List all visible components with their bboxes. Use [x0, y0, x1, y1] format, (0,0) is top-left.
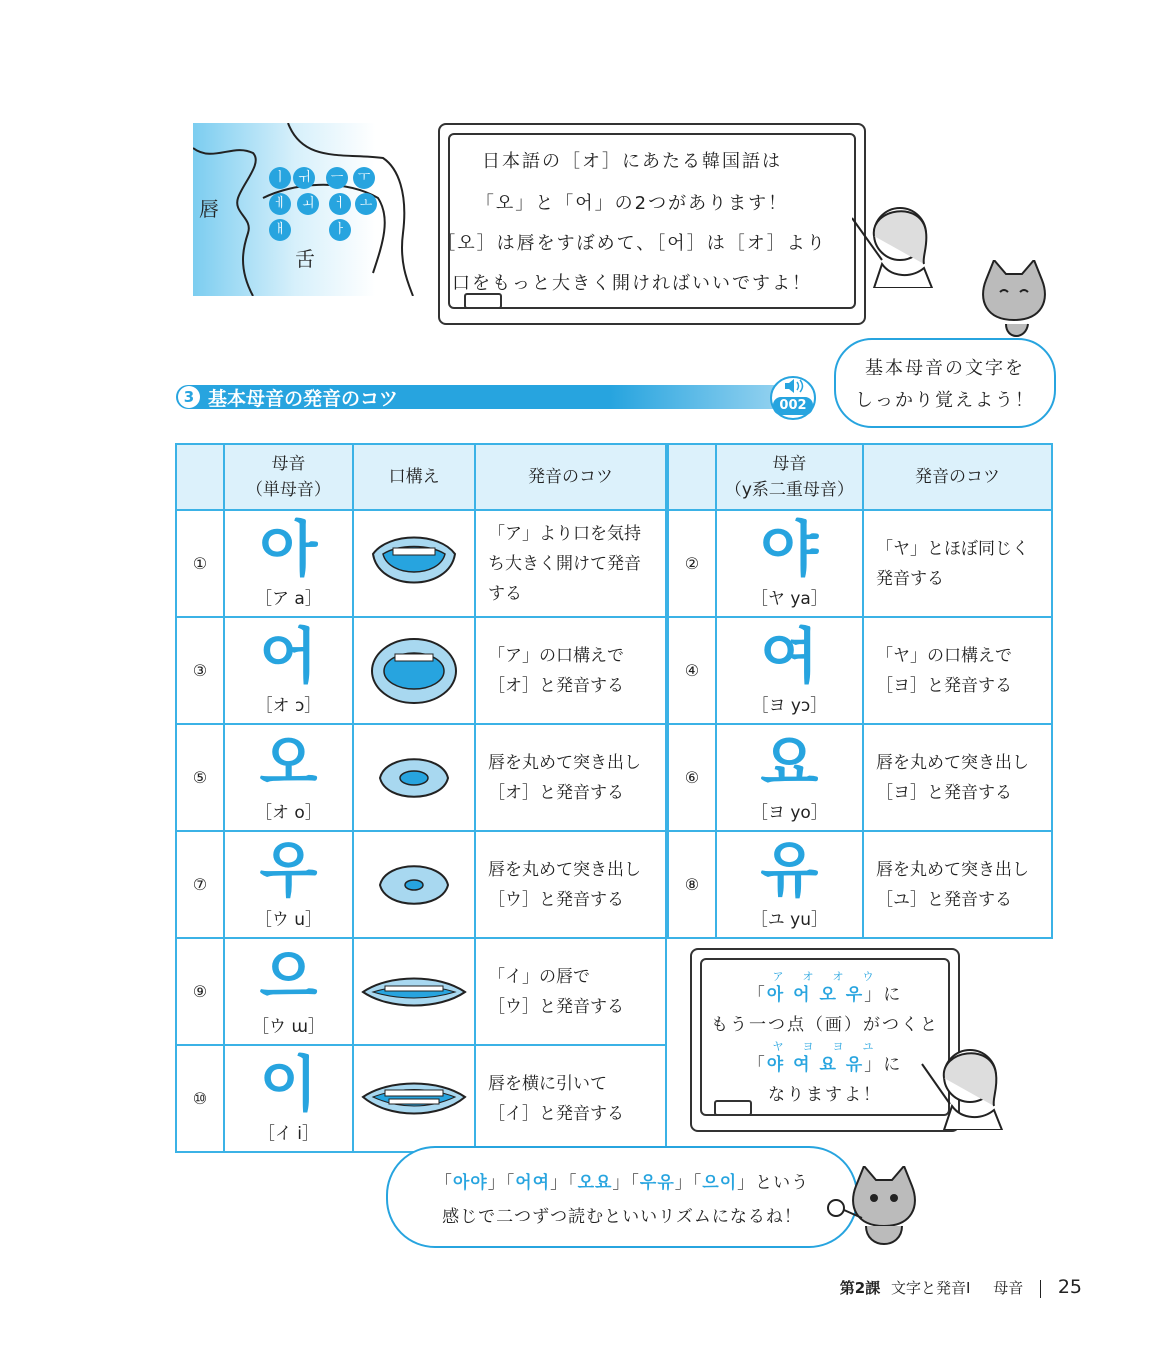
tip-cell	[475, 938, 666, 1045]
section-number: 3	[178, 386, 200, 408]
vowel-cell	[224, 617, 353, 724]
tip-line-2: ち大きく開けて発音	[488, 553, 642, 574]
mouth-diagram	[193, 123, 421, 296]
table-row	[668, 831, 1052, 938]
row-number: ⑧	[668, 831, 716, 938]
hangul-vowel: 요	[760, 729, 819, 799]
tip-line-1: 唇を横に引いて	[488, 1073, 608, 1094]
header-vowel	[224, 444, 353, 510]
tip-cell	[863, 831, 1052, 938]
table-row	[176, 831, 666, 938]
tip-line-2: ［オ］と発音する	[488, 782, 625, 803]
table-row	[668, 510, 1052, 617]
tongue-label: 舌	[295, 247, 315, 271]
cat-speech-bubble-bottom	[386, 1146, 858, 1248]
tip-line-1: 唇を丸めて突き出し	[488, 859, 642, 880]
mouth-cell	[353, 938, 475, 1045]
tip-cell	[475, 617, 666, 724]
pair-a-ya: 아야	[452, 1173, 488, 1193]
audio-track-badge[interactable]	[769, 375, 817, 421]
mouth-cell	[353, 831, 475, 938]
lips-pursed-icon	[376, 858, 452, 912]
header-mouth-shape: 口構え	[353, 444, 475, 510]
row-number: ⑩	[176, 1045, 224, 1152]
vowel-cell	[716, 510, 863, 617]
table-row	[176, 724, 666, 831]
vowel-table-left	[175, 443, 667, 1153]
cat-illustration	[976, 260, 1052, 340]
chip-e: ㅔ	[269, 193, 291, 215]
header-blank	[668, 444, 716, 510]
page-footer	[840, 1276, 1082, 1298]
board-bottom-line-1	[692, 980, 958, 1005]
bottom-bubble-line-2: 感じで二つずつ読むといいリズムになるね！	[442, 1207, 802, 1227]
lips-flat-icon	[359, 972, 469, 1012]
vowel-reading: ［ア a］	[255, 589, 322, 609]
table-header-row	[176, 444, 666, 510]
teacher-illustration-bottom	[920, 1040, 1006, 1130]
tip-line-1: 「ア」より口を気持	[488, 523, 642, 544]
quote-open: 「	[747, 1055, 767, 1075]
top-chalkboard	[438, 123, 866, 325]
tip-line-1: 「ヤ」の口構えで	[876, 645, 1012, 666]
row-number: ⑥	[668, 724, 716, 831]
tip-line-2: ［ウ］と発音する	[488, 889, 625, 910]
hangul-vowel: 이	[259, 1050, 318, 1120]
vowel-cell	[224, 1045, 353, 1152]
vowel-reading: ［ヤ ya］	[750, 589, 828, 609]
table-row	[668, 617, 1052, 724]
quote-open: 「	[747, 985, 767, 1005]
pair-eu-i: 으이	[702, 1173, 738, 1193]
vowel-table-right	[667, 443, 1053, 939]
vowel-reading: ［ヨ yo］	[750, 803, 828, 823]
cat-speech-bubble-top	[834, 338, 1056, 428]
lips-smile-icon	[359, 1077, 469, 1121]
vowel-reading: ［オ ɔ］	[255, 696, 322, 716]
row-number: ①	[176, 510, 224, 617]
tip-cell	[863, 510, 1052, 617]
footer-chapter: 文字と発音Ⅰ	[891, 1279, 971, 1297]
tip-line-2: ［ウ］と発音する	[488, 996, 625, 1017]
tip-line-1: 「ア」の口構えで	[488, 645, 625, 666]
board-bottom-line-3	[692, 1050, 958, 1075]
chip-a: ㅏ	[329, 219, 351, 241]
table-header-row	[668, 444, 1052, 510]
board-line-2: 「오」と「어」の2つがあります！	[475, 193, 789, 214]
vowel-cell	[224, 724, 353, 831]
lips-big-oval-icon	[369, 636, 459, 706]
row-number: ④	[668, 617, 716, 724]
vowel-cell	[716, 724, 863, 831]
quote-close: 」に	[864, 1055, 903, 1075]
chip-eo: ㅓ	[329, 193, 351, 215]
cat-illustration-bottom	[826, 1166, 926, 1252]
chip-wi: ㅟ	[293, 167, 315, 189]
tip-line-1: 唇を丸めて突き出し	[488, 752, 642, 773]
hangul-vowel: 으	[259, 943, 318, 1013]
tip-line-1: 唇を丸めて突き出し	[876, 752, 1029, 773]
tip-line-1: 「イ」の唇で	[488, 966, 591, 987]
header-tip: 発音のコツ	[863, 444, 1052, 510]
board-line-4: 口をもっと大きく開ければいいですよ！	[452, 273, 812, 294]
header-vowel-y	[716, 444, 863, 510]
board-bottom-line-4: なりますよ！	[768, 1085, 882, 1105]
table-row	[176, 1045, 666, 1152]
tip-cell	[475, 831, 666, 938]
highlight-y-vowels: 야 여 요 유	[766, 1055, 865, 1075]
header-blank	[176, 444, 224, 510]
quote-close: 」に	[864, 985, 903, 1005]
vowel-cell	[224, 938, 353, 1045]
vowel-reading: ［ウ u］	[254, 910, 323, 930]
hangul-vowel: 아	[259, 515, 318, 585]
vowel-reading: ［ウ ɯ］	[251, 1017, 325, 1037]
row-number: ②	[668, 510, 716, 617]
tip-cell	[475, 1045, 666, 1152]
vowel-cell	[716, 831, 863, 938]
cat-bubble-line-1: 基本母音の文字を	[865, 358, 1025, 379]
footer-lesson: 第2課	[839, 1279, 881, 1297]
vowel-cell	[716, 617, 863, 724]
footer-topic: 母音	[993, 1279, 1024, 1297]
tip-line-1: 唇を丸めて突き出し	[876, 859, 1029, 880]
lips-wide-open-icon	[369, 534, 459, 594]
tip-line-3: する	[488, 583, 523, 604]
ruby-line-1: ア オ オ ウ	[772, 970, 878, 983]
hangul-vowel: 어	[259, 622, 318, 692]
pair-u-yu: 우유	[639, 1173, 675, 1193]
tip-line-2: ［オ］と発音する	[488, 675, 625, 696]
pair-o-yo: 오요	[577, 1173, 613, 1193]
chip-u: ㅜ	[353, 167, 375, 189]
chip-o: ㅗ	[355, 193, 377, 215]
chip-ae: ㅐ	[269, 219, 291, 241]
vowel-reading: ［ユ yu］	[750, 910, 828, 930]
table-row	[176, 510, 666, 617]
cat-bubble-line-2: しっかり覚えよう！	[855, 390, 1035, 411]
header-vowel-line-2: （単母音）	[245, 480, 331, 500]
hangul-vowel: 여	[760, 622, 819, 692]
section-title: 基本母音の発音のコツ	[208, 388, 399, 410]
tip-cell	[863, 617, 1052, 724]
vowel-reading: ［オ o］	[255, 803, 322, 823]
vowel-cell	[224, 831, 353, 938]
audio-track-number: 002	[779, 398, 807, 413]
highlight-vowels: 아 어 오 우	[766, 985, 865, 1005]
chip-oe: ㅚ	[297, 193, 319, 215]
tip-line-1: 「ヤ」とほぼ同じく	[876, 538, 1029, 559]
header-vowel-line-2: （y系二重母音）	[724, 480, 854, 500]
chip-eu: ㅡ	[326, 167, 348, 189]
chip-i: ㅣ	[269, 167, 291, 189]
tip-line-2: ［ヨ］と発音する	[876, 782, 1012, 803]
row-number: ⑤	[176, 724, 224, 831]
header-vowel-line-1: 母音	[772, 454, 807, 474]
header-tip: 発音のコツ	[475, 444, 666, 510]
tip-line-2: ［ユ］と発音する	[876, 889, 1012, 910]
tip-line-2: 発音する	[876, 568, 944, 589]
footer-separator	[1040, 1280, 1041, 1298]
table-row	[176, 938, 666, 1045]
mouth-cell	[353, 617, 475, 724]
mouth-cell	[353, 1045, 475, 1152]
board-line-3: ［오］は唇をすぼめて、［어］は［オ］より	[437, 233, 827, 254]
table-row	[176, 617, 666, 724]
tip-cell	[475, 510, 666, 617]
vowel-reading: ［イ i］	[257, 1124, 319, 1144]
section-header	[176, 380, 816, 414]
vowel-cell	[224, 510, 353, 617]
mouth-cell	[353, 510, 475, 617]
tip-cell	[475, 724, 666, 831]
tip-line-2: ［イ］と発音する	[488, 1103, 625, 1124]
row-number: ③	[176, 617, 224, 724]
row-number: ⑨	[176, 938, 224, 1045]
table-row	[668, 724, 1052, 831]
teacher-illustration	[852, 198, 938, 288]
page-number: 25	[1057, 1276, 1082, 1298]
lip-label: 唇	[199, 197, 219, 221]
bottom-bubble-line-1: 「아야」「어여」「오요」「우유」「으이」という	[434, 1173, 810, 1193]
tip-cell	[863, 724, 1052, 831]
tip-line-2: ［ヨ］と発音する	[876, 675, 1012, 696]
eraser	[464, 293, 502, 309]
board-line-1: 日本語の［オ］にあたる韓国語は	[482, 151, 782, 172]
mouth-cell	[353, 724, 475, 831]
hangul-vowel: 우	[259, 836, 318, 906]
board-bottom-line-2: もう一つ点（画）がつくと	[711, 1015, 939, 1035]
lips-rounded-icon	[376, 751, 452, 805]
row-number: ⑦	[176, 831, 224, 938]
hangul-vowel: 야	[760, 515, 819, 585]
vowel-reading: ［ヨ yɔ］	[751, 696, 828, 716]
ruby-line-3: ヤ ヨ ヨ ユ	[772, 1040, 878, 1053]
header-vowel-line-1: 母音	[271, 454, 306, 474]
pair-eo-yeo: 어여	[515, 1173, 551, 1193]
bubble-line-1-end: という	[755, 1173, 810, 1193]
hangul-vowel: 오	[259, 729, 318, 799]
hangul-vowel: 유	[760, 836, 819, 906]
